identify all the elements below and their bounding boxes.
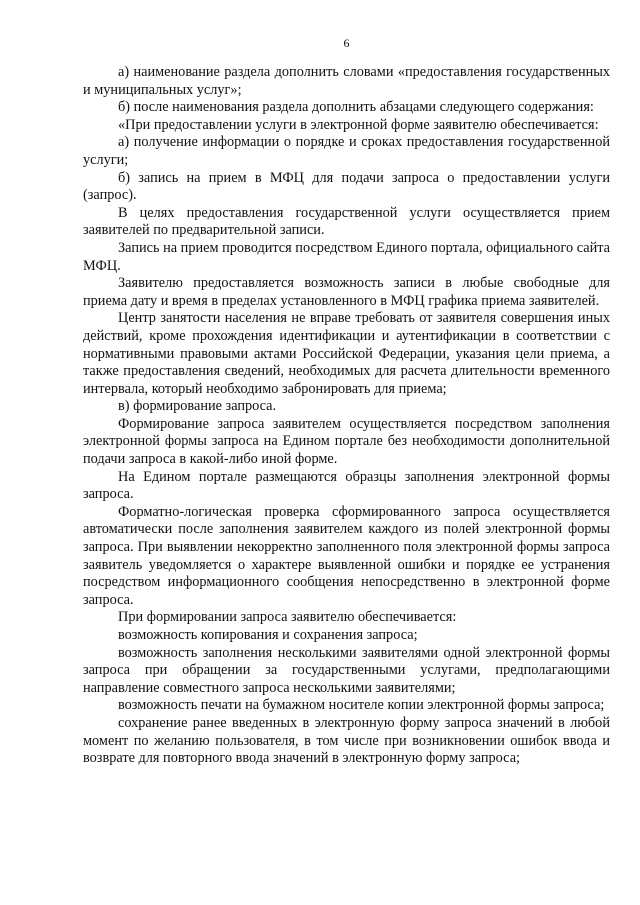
paragraph: б) после наименования раздела дополнить абзацами следующего содержания:	[118, 99, 594, 116]
paragraph: а) наименование раздела дополнить словами «предоставления государственных и муниципальных услуг»;	[83, 64, 610, 98]
paragraph: На Едином портале размещаются образцы заполнения электронной формы запроса.	[83, 468, 610, 503]
paragraph: В целях предоставления государственной услуги осуществляется прием заявителей по предварительной записи.	[83, 204, 610, 239]
paragraph: а) получение информации о порядке и сроках предоставления государственной услуги;	[83, 134, 610, 168]
paragraph: Заявителю предоставляется возможность записи в любые свободные для приема дату и время в пределах установленного в МФЦ графика приема заявителей.	[83, 275, 610, 309]
paragraph: При формировании запроса заявителю обеспечивается:	[118, 609, 457, 626]
page-number: 6	[343, 36, 350, 50]
paragraph: в) формирование запроса.	[118, 398, 277, 415]
paragraph: Форматно-логическая проверка сформированного запроса осуществляется автоматически после заполнения заявителем каждого из полей электронной формы запроса. При выявлении некорректно заполненного поля электронной формы запроса заявитель уведомляется о характере выявленной ошибки и порядке ее устранения посредством информационного сообщения непосредственно в электронной форме запроса.	[83, 503, 610, 608]
paragraph: «При предоставлении услуги в электронной форме заявителю обеспечивается:	[118, 116, 599, 133]
paragraph: Центр занятости населения не вправе требовать от заявителя совершения иных действий, кроме прохождения идентификации и аутентификации в соответствии с нормативными правовыми актами Российской Федерации, указания цели приема, а также предоставления сведений, необходимых для расчета длительности временного интервала, который необходимо забронировать для приема;	[83, 310, 610, 397]
paragraph: возможность копирования и сохранения запроса;	[118, 627, 418, 643]
paragraph: сохранение ранее введенных в электронную форму запроса значений в любой момент по желанию пользователя, в том числе при возникновении ошибок ввода и возврате для повторного ввода значений в электронную форму запроса;	[83, 714, 610, 767]
paragraph: возможность печати на бумажном носителе копии электронной формы запроса;	[118, 697, 605, 714]
paragraph: б) запись на прием в МФЦ для подачи запроса о предоставлении услуги (запрос).	[83, 169, 610, 204]
paragraph: возможность заполнения несколькими заявителями одной электронной формы запроса при обращении за государственными услугами, предполагающими направление совместного запроса несколькими заявителями;	[83, 644, 610, 696]
paragraph: Запись на прием проводится посредством Единого портала, официального сайта МФЦ.	[83, 239, 610, 274]
paragraph: Формирование запроса заявителем осуществляется посредством заполнения электронной формы запроса на Едином портале без необходимости дополнительной подачи запроса в какой-либо иной форме.	[83, 415, 610, 468]
